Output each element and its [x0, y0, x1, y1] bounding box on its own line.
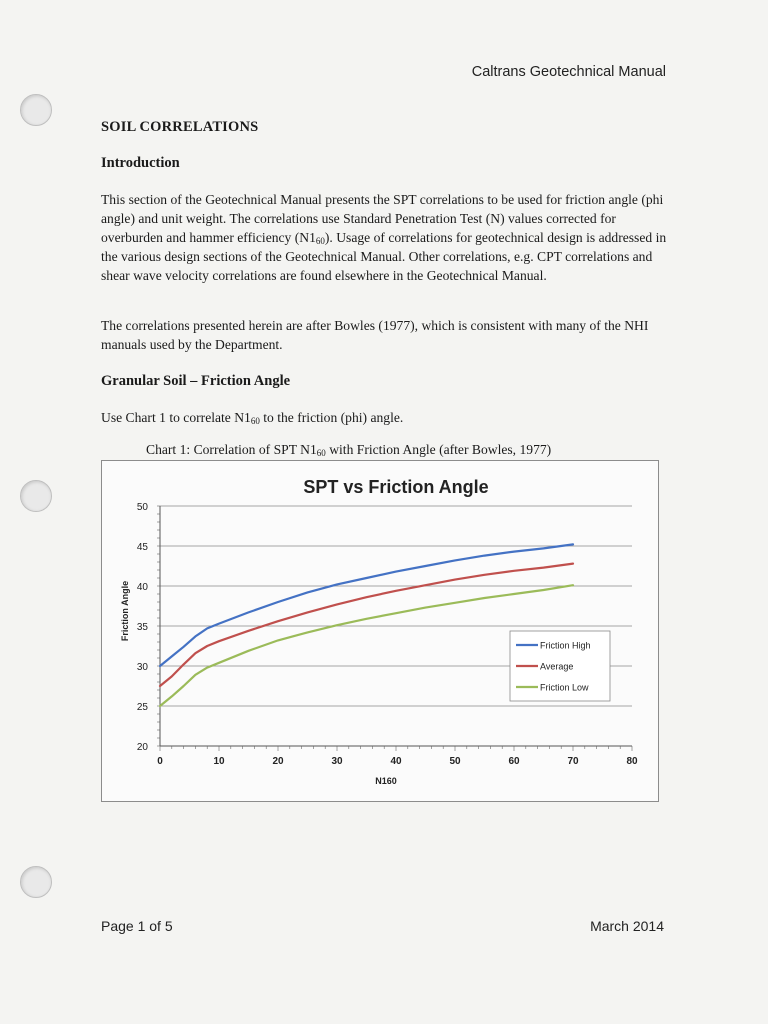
x-tick-label: 40: [390, 756, 402, 767]
x-tick-label: 10: [213, 756, 225, 767]
y-tick-label: 50: [136, 502, 148, 513]
friction-angle-chart: [102, 461, 658, 801]
y-tick-label: 25: [136, 702, 148, 713]
punch-hole-top: [20, 94, 52, 126]
legend-label: Average: [540, 661, 574, 672]
x-axis-label: N160: [375, 776, 397, 786]
x-tick-label: 50: [449, 756, 461, 767]
y-tick-label: 20: [136, 742, 148, 753]
page-number: Page 1 of 5: [101, 918, 173, 934]
intro-heading: Introduction: [101, 155, 180, 171]
punch-hole-middle: [20, 480, 52, 512]
manual-header: Caltrans Geotechnical Manual: [471, 64, 666, 80]
y-tick-label: 40: [136, 582, 148, 593]
x-tick-label: 80: [626, 756, 638, 767]
chart-title: SPT vs Friction Angle: [303, 477, 489, 497]
chart-frame: [101, 460, 659, 802]
bowles-paragraph: The correlations presented herein are after Bowles (1977), which is consistent with many of the NHI manuals used by the Department.: [101, 318, 649, 352]
x-tick-label: 60: [508, 756, 520, 767]
x-tick-label: 70: [567, 756, 579, 767]
chart-caption: Chart 1: Correlation of SPT $N1_{60}$ with Friction Angle (after Bowles, 1977): [146, 442, 552, 458]
x-tick-label: 30: [331, 756, 343, 767]
page-title: SOIL CORRELATIONS: [101, 119, 259, 135]
y-tick-label: 45: [136, 542, 148, 553]
punch-hole-bottom: [20, 866, 52, 898]
y-tick-label: 35: [136, 622, 148, 633]
x-tick-label: 20: [272, 756, 284, 767]
x-tick-label: 0: [157, 756, 163, 767]
legend-label: Friction Low: [540, 682, 589, 693]
y-tick-label: 30: [136, 662, 148, 673]
document-date: March 2014: [590, 918, 664, 934]
chart-instruction: Use Chart 1 to correlate $N1_{60}$ to the friction (phi) angle.: [101, 410, 404, 426]
granular-heading: Granular Soil – Friction Angle: [101, 373, 291, 389]
y-axis-label: Friction Angle: [120, 580, 130, 642]
intro-paragraph: This section of the Geotechnical Manual presents the SPT correlations to be used for friction angle (phi angle) and unit weight. The correlations use Standard Penetration Test (N) values corrected for overburden and hammer efficiency $(N1_{60})$. Usage of correlations for geotechnical design is addressed in the various design sections of the Geotechnical Manual. Other correlations, e.g. CPT correlations and shear wave velocity correlations are found elsewhere in the Geotechnical Manual.: [101, 192, 667, 283]
legend-label: Friction High: [540, 640, 591, 651]
